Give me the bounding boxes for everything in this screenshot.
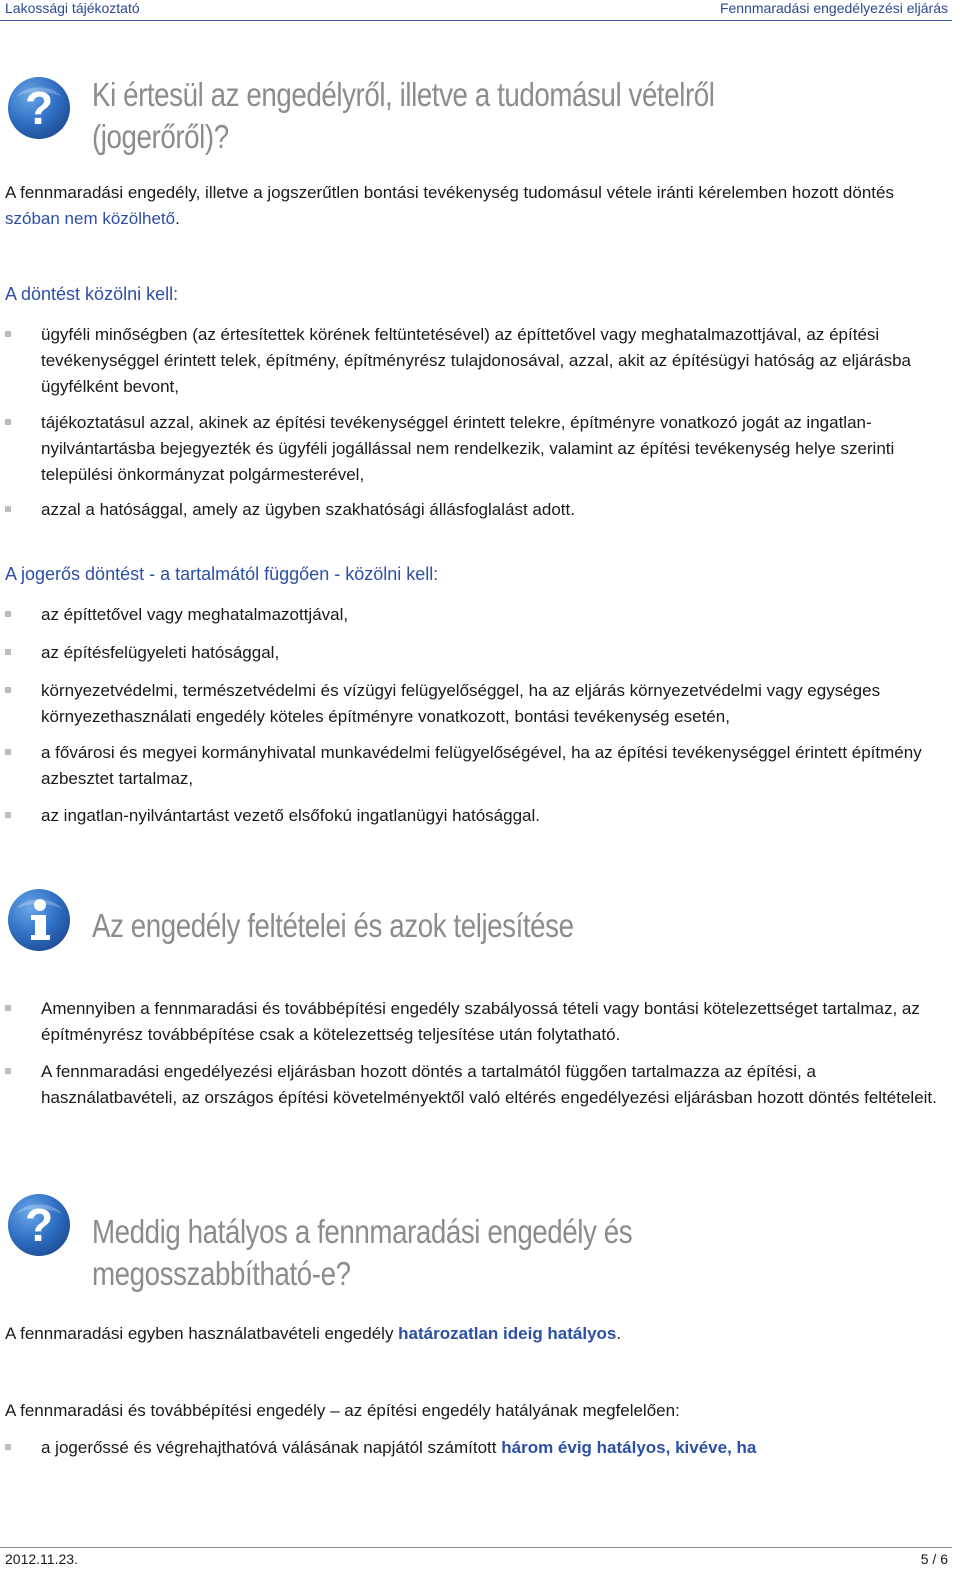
question-icon <box>6 1192 72 1258</box>
bullet-icon <box>5 506 11 512</box>
bullet-icon <box>5 749 11 755</box>
bullet-icon <box>5 1068 11 1074</box>
page-header <box>0 0 952 21</box>
page-number: 5 / 6 <box>920 1551 948 1567</box>
bullet-icon <box>5 611 11 617</box>
section-title-conditions: Az engedély feltételei és azok teljesítése <box>92 907 574 944</box>
three-year-validity-highlight: három évig hatályos, kivéve, ha <box>501 1438 757 1457</box>
footer-date: 2012.11.23. <box>5 1551 78 1567</box>
bullet-icon <box>5 419 11 425</box>
svg-text:?: ? <box>24 1199 54 1251</box>
bullet-icon <box>5 1444 11 1450</box>
continuation-permit-paragraph: A fennmaradási és továbbépítési engedély – az építési engedély hatályának megfelelően: <box>5 1401 680 1420</box>
bullet-icon <box>5 331 11 337</box>
bullet-icon <box>5 1005 11 1011</box>
subhead-decision-notify: A döntést közölni kell: <box>5 284 179 304</box>
bullet-icon <box>5 649 11 655</box>
header-right-text: Fennmaradási engedélyezési eljárás <box>719 0 948 16</box>
question-icon <box>6 75 72 141</box>
bullet-icon <box>5 687 11 693</box>
validity-paragraph: A fennmaradási egyben használatbavételi engedély határozatlan ideig hatályos. <box>5 1324 622 1343</box>
page-footer <box>0 1547 952 1568</box>
notification-intro: A fennmaradási engedély, illetve a jogszerűtlen bontási tevékenység tudomásul vétele iránti kérelemben hozott döntés szóban nem közölhető. <box>5 183 894 228</box>
info-icon <box>6 887 72 953</box>
svg-text:?: ? <box>24 82 54 134</box>
header-left-text: Lakossági tájékoztató <box>5 0 140 16</box>
subhead-final-decision-notify: A jogerős döntést - a tartalmától függően - közölni kell: <box>5 564 439 584</box>
indefinite-validity-highlight: határozatlan ideig hatályos <box>398 1324 617 1343</box>
oral-notice-highlight: szóban nem közölhető <box>5 209 176 228</box>
section-title-notification: Ki értesül az engedélyről, illetve a tudomásul vételről (jogerőről)? <box>92 76 715 155</box>
bullet-icon <box>5 812 11 818</box>
section-title-validity: Meddig hatályos a fennmaradási engedély és megosszabbítható-e? <box>92 1213 633 1292</box>
